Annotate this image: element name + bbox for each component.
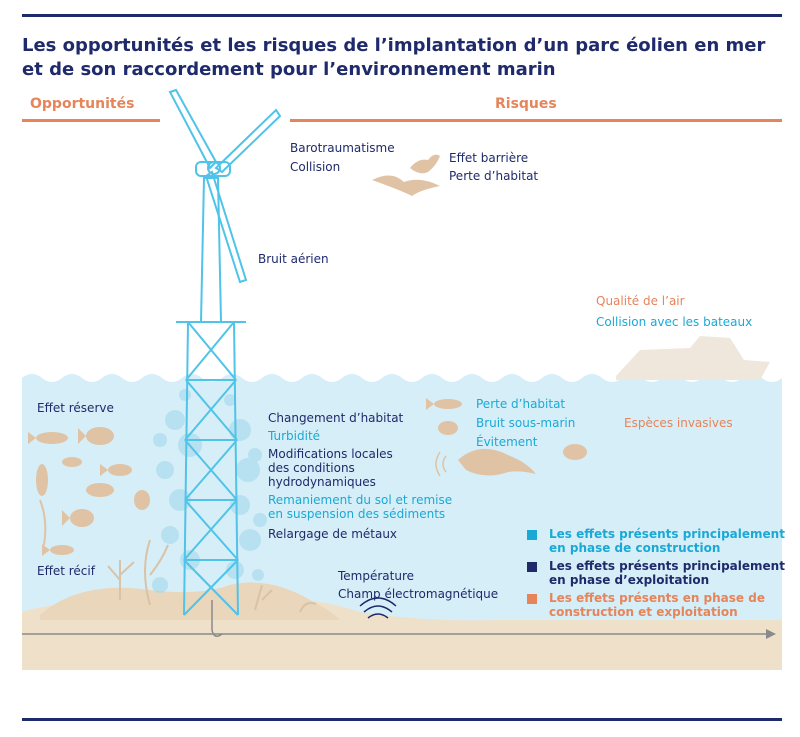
label-avoidance: Évitement — [476, 435, 538, 449]
label-temperature: Température — [338, 569, 415, 583]
label-sediment-1: Remaniement du sol et remise — [268, 493, 453, 507]
label-collision: Collision — [290, 160, 341, 174]
label-hydro-3: hydrodynamiques — [268, 475, 376, 489]
legend-item-both — [527, 591, 789, 619]
label-habitat-loss-air: Perte d’habitat — [449, 169, 539, 183]
label-turbidity: Turbidité — [268, 429, 321, 443]
label-air-quality: Qualité de l’air — [596, 294, 685, 308]
legend-text-construction: Les effets présents principalement en phase de construction — [549, 527, 785, 555]
legend-swatch-exploitation — [527, 562, 537, 572]
legend-swatch-both — [527, 594, 537, 604]
page-title: Les opportunités et les risques de l’implantation d’un parc éolien en mer et de son raccordement pour l’environnement marin — [22, 35, 766, 80]
label-boat-collision: Collision avec les bateaux — [596, 315, 753, 329]
label-barrier: Effet barrière — [449, 151, 529, 165]
label-habitat-change: Changement d’habitat — [268, 411, 404, 425]
label-invasive: Espèces invasives — [624, 416, 733, 430]
section-opportunities: Opportunités — [30, 96, 135, 112]
label-aerial-noise: Bruit aérien — [258, 252, 329, 266]
label-sediment-2: en suspension des sédiments — [268, 507, 446, 521]
label-reef-effect: Effet récif — [37, 564, 95, 578]
label-habitat-loss-sea: Perte d’habitat — [476, 397, 566, 411]
label-hydro-1: Modifications locales — [268, 447, 393, 461]
legend-swatch-construction — [527, 530, 537, 540]
bird-icon — [372, 175, 440, 196]
legend-item-construction — [527, 527, 789, 555]
bat-icon — [410, 155, 440, 174]
label-metals: Relargage de métaux — [268, 527, 398, 541]
legend-text-exploitation: Les effets présents principalement en phase d’exploitation — [549, 559, 785, 587]
risks-line — [290, 119, 782, 122]
label-underwater-noise: Bruit sous-marin — [476, 416, 576, 430]
label-hydro-2: des conditions — [268, 461, 355, 475]
label-barotrauma: Barotraumatisme — [290, 141, 395, 155]
legend-text-both: Les effets présents en phase de construction et exploitation — [549, 591, 765, 619]
boat — [616, 336, 770, 380]
section-risks: Risques — [495, 96, 557, 112]
label-em-field: Champ électromagnétique — [338, 587, 499, 601]
opportunities-line — [22, 119, 160, 122]
label-reserve-effect: Effet réserve — [37, 401, 114, 415]
legend-item-exploitation — [527, 559, 789, 587]
